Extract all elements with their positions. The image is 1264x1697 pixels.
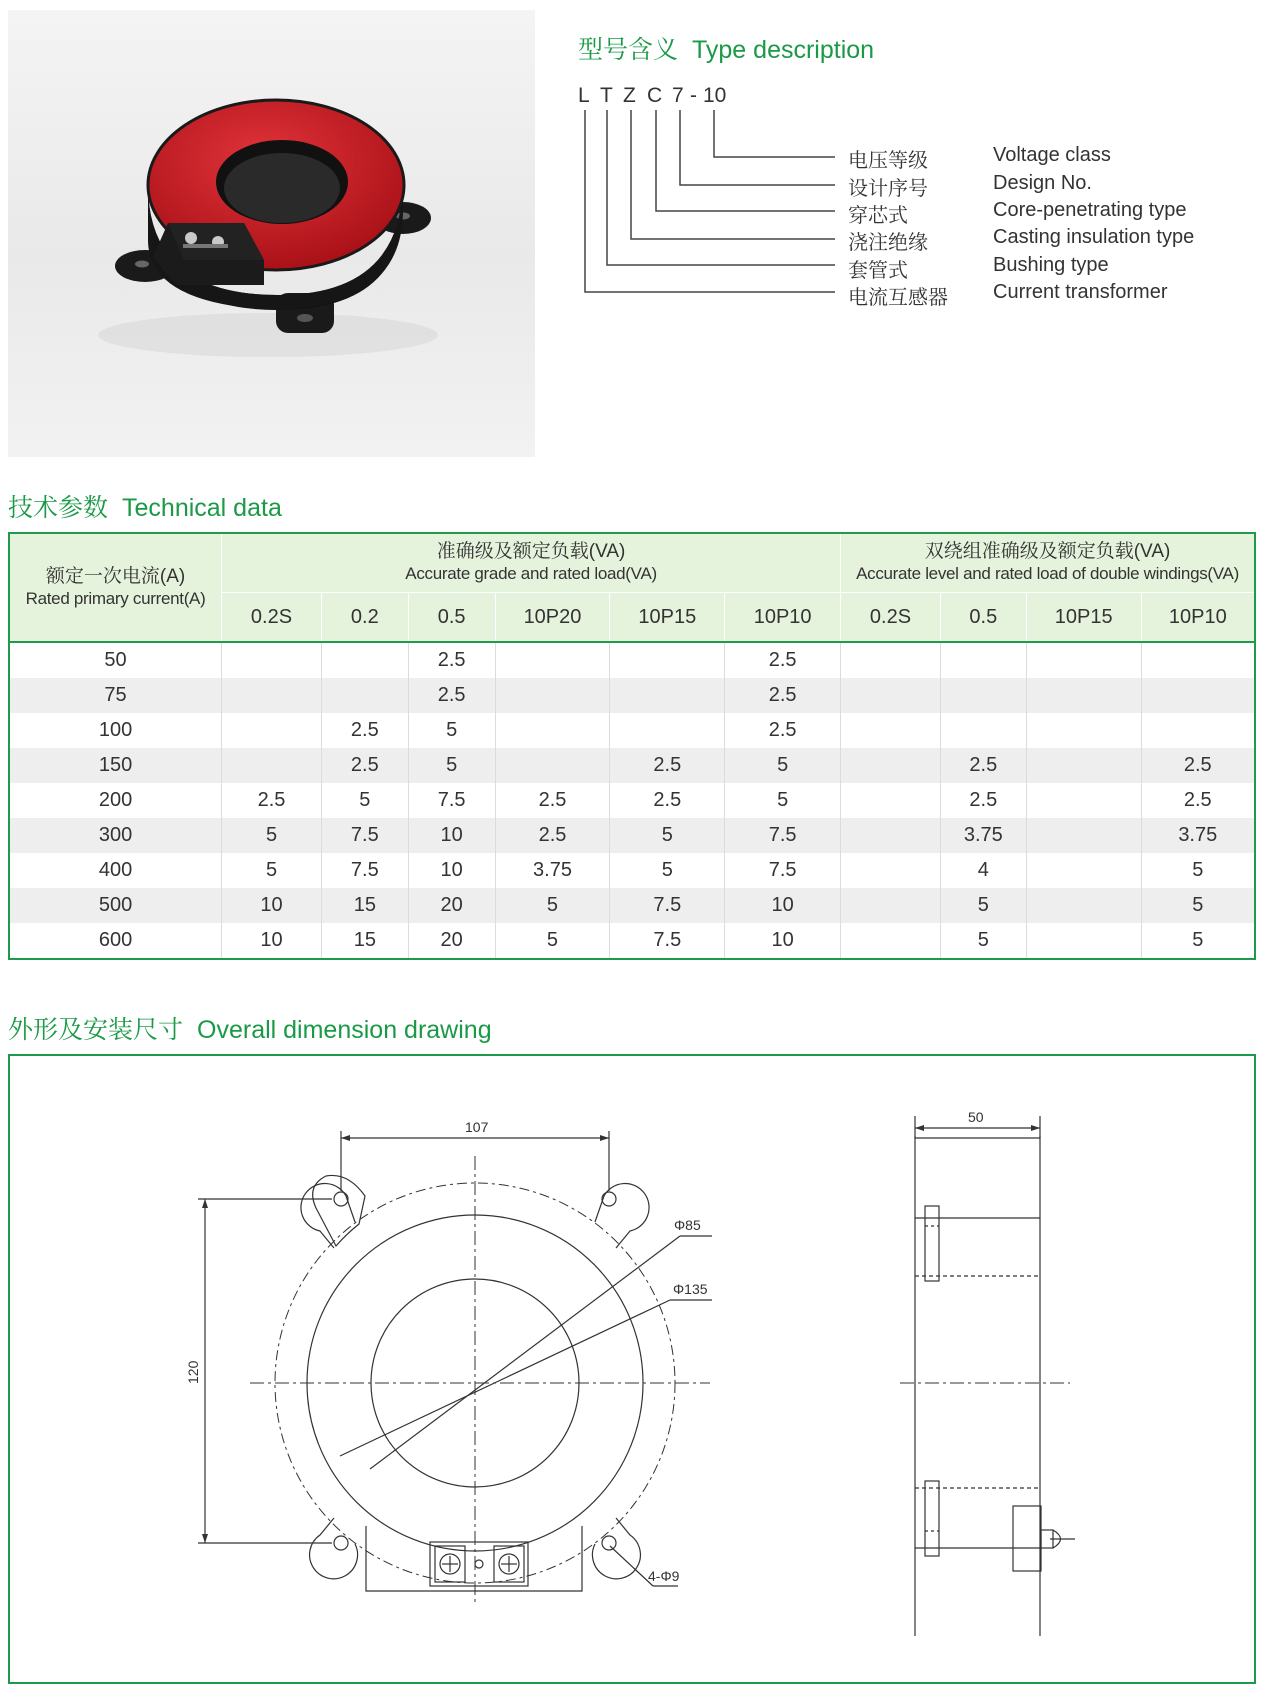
load-value-cell: 20 <box>408 888 495 923</box>
load-value-cell <box>495 642 610 678</box>
load-value-cell: 2.5 <box>495 818 610 853</box>
dim-inner-dia-label: Φ85 <box>674 1217 701 1233</box>
load-value-cell: 20 <box>408 923 495 959</box>
table-row <box>9 818 1255 853</box>
load-value-cell: 10 <box>222 888 322 923</box>
type-item-en: Bushing type <box>993 254 1109 276</box>
load-value-cell <box>841 853 941 888</box>
load-value-cell: 5 <box>940 923 1026 959</box>
column-header: 0.2 <box>321 593 408 643</box>
load-value-cell <box>610 642 725 678</box>
load-value-cell <box>841 713 941 748</box>
load-value-cell <box>841 818 941 853</box>
load-value-cell: 7.5 <box>610 888 725 923</box>
load-value-cell: 10 <box>725 888 841 923</box>
load-value-cell: 5 <box>222 818 322 853</box>
load-value-cell: 3.75 <box>495 853 610 888</box>
load-value-cell <box>495 748 610 783</box>
load-value-cell <box>1026 748 1141 783</box>
load-value-cell <box>940 642 1026 678</box>
load-value-cell: 5 <box>1141 888 1255 923</box>
type-item-en: Design No. <box>993 172 1092 194</box>
load-value-cell <box>841 748 941 783</box>
table-row <box>9 748 1255 783</box>
load-value-cell <box>841 888 941 923</box>
dimension-drawing <box>10 1056 1254 1682</box>
load-value-cell: 10 <box>408 818 495 853</box>
technical-data-title: 技术参数 Technical data <box>8 494 282 522</box>
code-letter: - <box>690 84 697 107</box>
rated-current-cell: 100 <box>9 713 222 748</box>
rated-current-cell: 500 <box>9 888 222 923</box>
load-value-cell: 5 <box>495 888 610 923</box>
code-letter: L <box>578 84 590 107</box>
table-row <box>9 783 1255 818</box>
rated-current-cell: 300 <box>9 818 222 853</box>
load-value-cell: 2.5 <box>610 783 725 818</box>
type-item-en: Core-penetrating type <box>993 199 1187 221</box>
load-value-cell: 5 <box>321 783 408 818</box>
load-value-cell <box>940 713 1026 748</box>
load-value-cell: 5 <box>610 853 725 888</box>
load-value-cell <box>1141 713 1255 748</box>
table-row <box>9 713 1255 748</box>
load-value-cell: 5 <box>725 783 841 818</box>
load-value-cell: 5 <box>408 748 495 783</box>
load-value-cell: 5 <box>1192 859 1204 881</box>
load-value-cell: 15 <box>321 923 408 959</box>
accuracy-group-header: 准确级及额定负载(VA) Accurate grade and rated load(VA) <box>222 533 841 593</box>
load-value-cell: 2.5 <box>321 713 408 748</box>
rated-current-cell: 200 <box>9 783 222 818</box>
dimension-drawing-title: 外形及安装尺寸 Overall dimension drawing <box>8 1016 492 1044</box>
table-row <box>9 678 1255 713</box>
type-item-cn: 电压等级 <box>848 150 928 172</box>
load-value-cell <box>1026 818 1141 853</box>
technical-data-table <box>8 532 1256 960</box>
rated-current-cell: 50 <box>9 642 222 678</box>
dim-height-label: 120 <box>185 1360 201 1384</box>
load-value-cell: 10 <box>222 923 322 959</box>
load-value-cell <box>841 923 941 959</box>
code-letter: 7 <box>672 84 684 107</box>
load-value-cell: 2.5 <box>495 783 610 818</box>
table-row <box>9 923 1255 959</box>
load-value-cell: 2.5 <box>1183 789 1212 811</box>
load-value-cell <box>841 783 941 818</box>
column-header: 10P15 <box>1026 593 1141 643</box>
load-value-cell: 10 <box>408 853 495 888</box>
load-value-cell: 5 <box>408 713 495 748</box>
load-value-cell <box>321 642 408 678</box>
load-value-cell <box>1026 783 1141 818</box>
rated-current-cell: 400 <box>9 853 222 888</box>
type-item-cn: 设计序号 <box>848 178 928 200</box>
type-item-en: Casting insulation type <box>993 226 1195 248</box>
type-item-en: Voltage class <box>993 144 1111 166</box>
dim-width-label: 107 <box>465 1119 489 1135</box>
load-value-cell <box>1026 853 1141 888</box>
load-value-cell: 7.5 <box>408 783 495 818</box>
column-header: 10P15 <box>610 593 725 643</box>
type-item-cn: 电流互感器 <box>848 287 948 309</box>
load-value-cell <box>610 713 725 748</box>
table-row <box>9 888 1255 923</box>
load-value-cell <box>321 678 408 713</box>
load-value-cell <box>610 678 725 713</box>
load-value-cell <box>222 748 322 783</box>
load-value-cell: 7.5 <box>610 923 725 959</box>
load-value-cell: 7.5 <box>725 853 841 888</box>
load-value-cell <box>940 678 1026 713</box>
load-value-cell: 7.5 <box>321 853 408 888</box>
load-value-cell: 2.5 <box>321 748 408 783</box>
type-item-cn: 穿芯式 <box>848 205 908 227</box>
load-value-cell <box>841 642 941 678</box>
load-value-cell: 5 <box>495 923 610 959</box>
load-value-cell: 3.75 <box>940 818 1026 853</box>
rated-current-cell: 600 <box>9 923 222 959</box>
code-letter: Z <box>623 84 636 107</box>
table-row <box>9 853 1255 888</box>
technical-data-body <box>9 642 1255 959</box>
load-value-cell: 7.5 <box>321 818 408 853</box>
rated-current-cell: 150 <box>9 748 222 783</box>
front-view <box>198 1131 712 1606</box>
dim-outer-dia-label: Φ135 <box>673 1281 708 1297</box>
type-item-cn: 套管式 <box>848 260 908 282</box>
load-value-cell: 2.5 <box>1141 748 1255 783</box>
load-value-cell: 5 <box>940 888 1026 923</box>
load-value-cell <box>1026 678 1141 713</box>
load-value-cell <box>1026 888 1141 923</box>
load-value-cell: 5 <box>610 818 725 853</box>
load-value-cell: 2.5 <box>725 642 841 678</box>
dimension-drawing-frame <box>8 1054 1256 1684</box>
load-value-cell: 2.5 <box>940 748 1026 783</box>
code-letter: 10 <box>703 84 727 107</box>
load-value-cell: 3.75 <box>1141 818 1255 853</box>
code-letter: C <box>647 84 663 107</box>
load-value-cell: 5 <box>1192 929 1204 951</box>
dim-depth-label: 50 <box>968 1109 984 1125</box>
side-view <box>900 1116 1075 1636</box>
load-value-cell: 2.5 <box>408 642 495 678</box>
load-value-cell: 2.5 <box>725 713 841 748</box>
load-value-cell <box>841 678 941 713</box>
load-value-cell <box>222 678 322 713</box>
table-row <box>9 642 1255 678</box>
load-value-cell: 2.5 <box>222 783 322 818</box>
type-item-cn: 浇注绝缘 <box>848 232 928 254</box>
load-value-cell: 5 <box>725 748 841 783</box>
load-value-cell <box>1026 923 1141 959</box>
load-value-cell <box>1026 642 1141 678</box>
load-value-cell: 7.5 <box>725 818 841 853</box>
load-value-cell: 2.5 <box>940 783 1026 818</box>
load-value-cell <box>1141 678 1255 713</box>
load-value-cell: 2.5 <box>408 678 495 713</box>
column-header: 0.2S <box>222 593 322 643</box>
load-value-cell: 2.5 <box>610 748 725 783</box>
load-value-cell: 2.5 <box>725 678 841 713</box>
load-value-cell: 15 <box>321 888 408 923</box>
dim-holes-label: 4-Φ9 <box>648 1568 680 1584</box>
column-header: 0.5 <box>940 593 1026 643</box>
load-value-cell <box>495 678 610 713</box>
double-winding-group-header: 双绕组准确级及额定负载(VA) Accurate level and rated load of double windings(VA) <box>841 533 1255 593</box>
column-header: 10P10 <box>725 593 841 643</box>
rated-current-header: 额定一次电流(A) Rated primary current(A) <box>9 533 222 642</box>
column-header: 0.2S <box>841 593 941 643</box>
rated-current-cell: 75 <box>9 678 222 713</box>
load-value-cell: 10 <box>725 923 841 959</box>
column-header: 10P10 <box>1168 605 1227 628</box>
column-header: 0.5 <box>408 593 495 643</box>
load-value-cell <box>1141 642 1255 678</box>
load-value-cell <box>1026 713 1141 748</box>
load-value-cell: 4 <box>940 853 1026 888</box>
load-value-cell: 5 <box>222 853 322 888</box>
type-item-en: Current transformer <box>993 281 1168 303</box>
load-value-cell <box>222 713 322 748</box>
type-description-title: 型号含义 Type description <box>578 36 875 64</box>
code-letter: T <box>600 84 613 107</box>
load-value-cell <box>495 713 610 748</box>
column-header: 10P20 <box>495 593 610 643</box>
load-value-cell <box>222 642 322 678</box>
